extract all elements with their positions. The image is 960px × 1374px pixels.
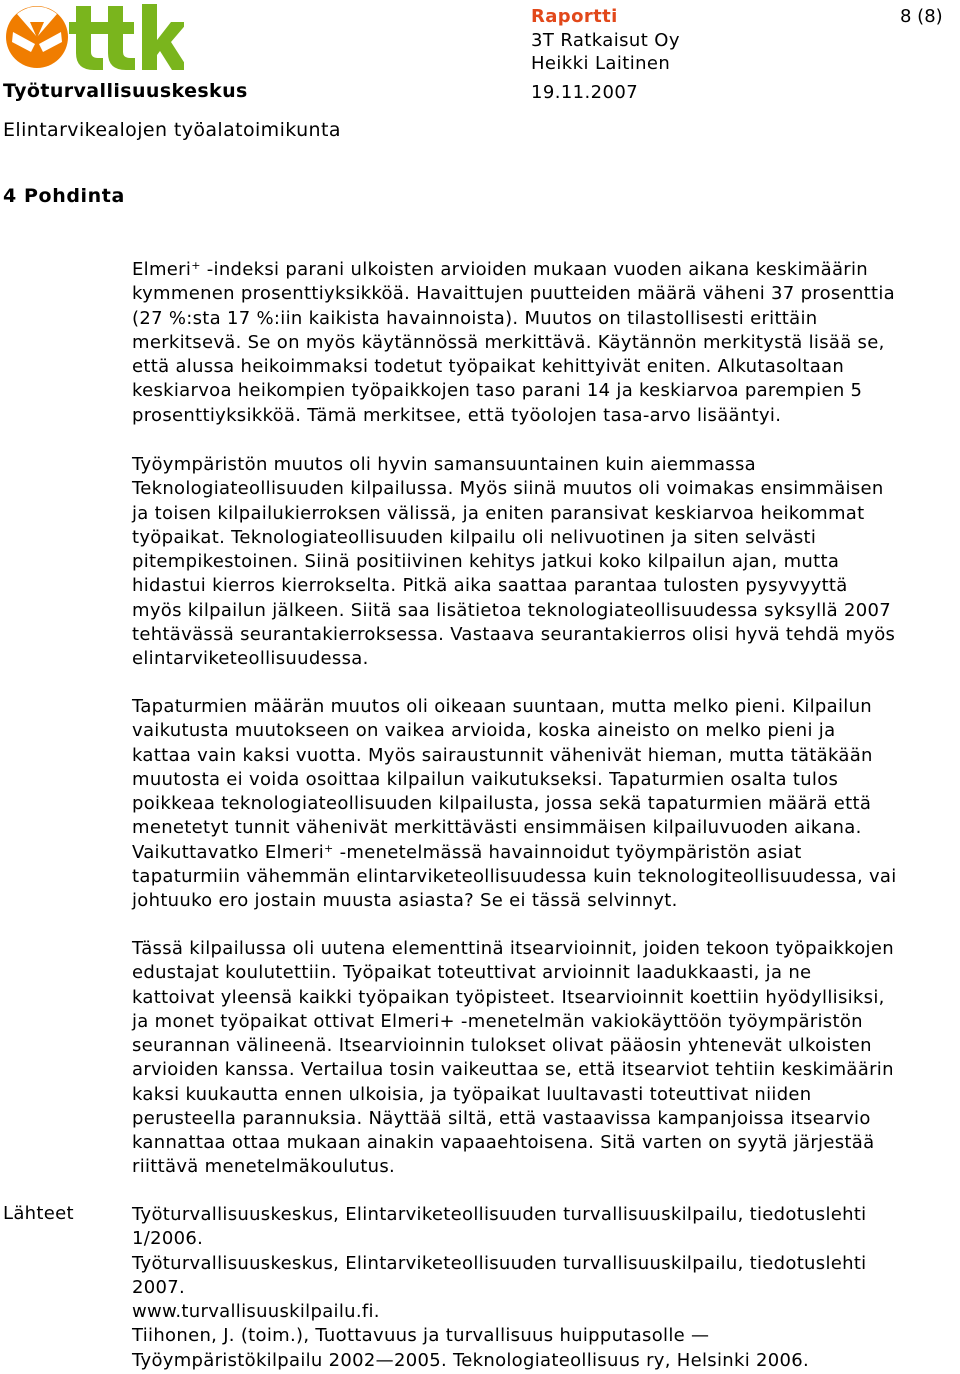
text-line: riittävä menetelmäkoulutus. [132, 1156, 396, 1178]
references-list [132, 1203, 960, 1373]
superscript-plus: + [324, 841, 334, 855]
text-line: Tapaturmien määrän muutos oli oikeaan suuntaan, mutta melko pieni. Kilpailun [132, 696, 873, 717]
text-line: kaksi kuukautta ennen ulkoisia, ja työpaikat luultavasti toteuttivat niiden [132, 1083, 812, 1105]
text-line: merkitsevä. Se on myös käytännössä merkittävä. Käytännön merkitystä lisää se, [132, 331, 885, 353]
reference-line: 2007. [132, 1276, 186, 1298]
reference-line: Työturvallisuuskeskus, Elintarviketeollisuuden turvallisuuskilpailu, tiedotuslehti [132, 1252, 867, 1274]
company-name: 3T Ratkaisut Oy [531, 30, 680, 51]
section-heading: 4 Pohdinta [3, 185, 125, 207]
text-line: työpaikat. Teknologiateollisuuden kilpailu oli nelivuotinen ja siten selvästi [132, 526, 817, 548]
text-line: pitempikestoinen. Siinä positiivinen kehitys jatkui koko kilpailun ajan, mutta [132, 551, 840, 572]
text-line: kannattaa ottaa mukaan ainakin vapaaehtoisena. Sitä varten on syytä järjestää [132, 1132, 875, 1153]
text-fragment: Vaikuttavatko Elmeri [132, 841, 325, 863]
text-line: edustajat koulutettiin. Työpaikat toteuttivat arvioinnit laadukkaasti, ja ne [132, 962, 812, 984]
text-line [132, 841, 960, 865]
text-line: elintarviketeollisuudessa. [132, 648, 369, 669]
reference-link[interactable]: www.turvallisuuskilpailu.fi. [132, 1301, 380, 1322]
reference-line: Tiihonen, J. (toim.), Tuottavuus ja turvallisuus huipputasolle — [132, 1325, 710, 1347]
text-line: kattaa vain kaksi vuotta. Myös sairaustunnit vähenivät hieman, mutta tätäkään [132, 744, 873, 766]
references-label: Lähteet [3, 1203, 74, 1224]
paragraph-elmeri-index [132, 258, 960, 428]
text-line: Elmeri+ -indeksi parani ulkoisten arvioiden mukaan vuoden aikana keskimäärin [132, 259, 868, 280]
paragraph-accidents [132, 695, 960, 913]
organization-name: Työturvallisuuskeskus [3, 80, 248, 102]
superscript-plus: + [191, 259, 201, 272]
text-line: tehtävässä seurantakierroksessa. Vastaava seurantakierros olisi hyvä tehdä myös [132, 623, 896, 645]
paragraph-self-assessments [132, 937, 960, 1180]
logo-wordmark [69, 4, 184, 70]
text-line: perusteella parannuksia. Näyttää siltä, että vastaavissa kampanjoissa itsearvio [132, 1107, 871, 1129]
text-fragment: -indeksi parani ulkoisten arvioiden mukaan vuoden aikana keskimäärin [200, 259, 868, 280]
text-line: Työympäristön muutos oli hyvin samansuuntainen kuin aiemmassa [132, 454, 756, 475]
text-line: ja toisen kilpailukierroksen välissä, ja eniten paransivat keskiarvoa heikommat [132, 502, 865, 524]
page-number: 8 (8) [900, 6, 943, 27]
text-line: (27 %:sta 17 %:iin kaikista havainnoista). Muutos on tilastollisesti erittäin [132, 307, 818, 329]
text-line: hidastui kierros kierrokselta. Pitkä aika saattaa parantaa tulosten pysyvyyttä [132, 575, 848, 597]
text-line: muutosta ei voida osoittaa kilpailun vaikutukseksi. Tapaturmien osalta tulos [132, 768, 839, 790]
text-line: myös kilpailun jälkeen. Siitä saa lisätietoa teknologiateollisuudessa syksyllä 2007 [132, 599, 892, 621]
ttk-logo [4, 2, 184, 70]
text-line: prosenttiyksikköä. Tämä merkitsee, että työolojen tasa-arvo lisääntyi. [132, 404, 782, 426]
text-line: keskiarvoa heikompien työpaikkojen taso parani 14 ja keskiarvoa parempien 5 [132, 380, 863, 402]
text-line: että alussa heikoimmaksi todetut työpaikat kehittyivät eniten. Alkutasoltaan [132, 356, 845, 377]
committee-name: Elintarvikealojen työalatoimikunta [3, 119, 341, 141]
text-line: vaikutusta muutokseen on vaikea arvioida, koska aineisto on melko pieni ja [132, 720, 836, 742]
reference-line: Työympäristökilpailu 2002—2005. Teknologiateollisuus ry, Helsinki 2006. [132, 1349, 810, 1371]
author-name: Heikki Laitinen [531, 53, 671, 74]
text-line: seurannan välineenä. Itsearvioinnin tulokset olivat pääosin yhtenevät ulkoisten [132, 1035, 872, 1056]
reference-line: Työturvallisuuskeskus, Elintarviketeollisuuden turvallisuuskilpailu, tiedotuslehti [132, 1204, 867, 1225]
text-line: kymmenen prosenttiyksikköä. Havaittujen puutteiden määrä väheni 37 prosenttia [132, 283, 896, 305]
text-line: menetetyt tunnit vähenivät merkittävästi ensimmäisen kilpailuvuoden aikana. [132, 817, 862, 839]
text-line: arvioiden kanssa. Vertailua tosin vaikeuttaa se, että itsearviot tehtiin keskimäärin [132, 1059, 894, 1081]
text-line: poikkeaa teknologiateollisuuden kilpailusta, jossa sekä tapaturmien määrä että [132, 793, 872, 814]
text-line: Teknologiateollisuuden kilpailussa. Myös siinä muutos oli voimakas ensimmäisen [132, 478, 884, 500]
text-line: johtuuko ero jostain muusta asiasta? Se ei tässä selvinnyt. [132, 890, 678, 911]
paragraph-work-environment [132, 453, 960, 671]
logo-emblem-icon [6, 6, 68, 68]
text-fragment: -menetelmässä havainnoidut työympäristön asiat [333, 841, 802, 863]
text-line: Tässä kilpailussa oli uutena elementtinä itsearvioinnit, joiden tekoon työpaikkojen [132, 938, 894, 959]
text-line: tapaturmiin vähemmän elintarviketeollisuudessa kuin teknologiteollisuudessa, vai [132, 865, 897, 887]
text-line: kattoivat yleensä kaikki työpaikan työpisteet. Itsearvioinnit koettiin hyödyllisiksi, [132, 986, 885, 1008]
document-date: 19.11.2007 [531, 82, 639, 103]
document-type: Raportti [531, 6, 618, 27]
text-line: ja monet työpaikat ottivat Elmeri+ -menetelmän vakiokäyttöön työympäristön [132, 1010, 863, 1032]
reference-line: 1/2006. [132, 1228, 204, 1250]
